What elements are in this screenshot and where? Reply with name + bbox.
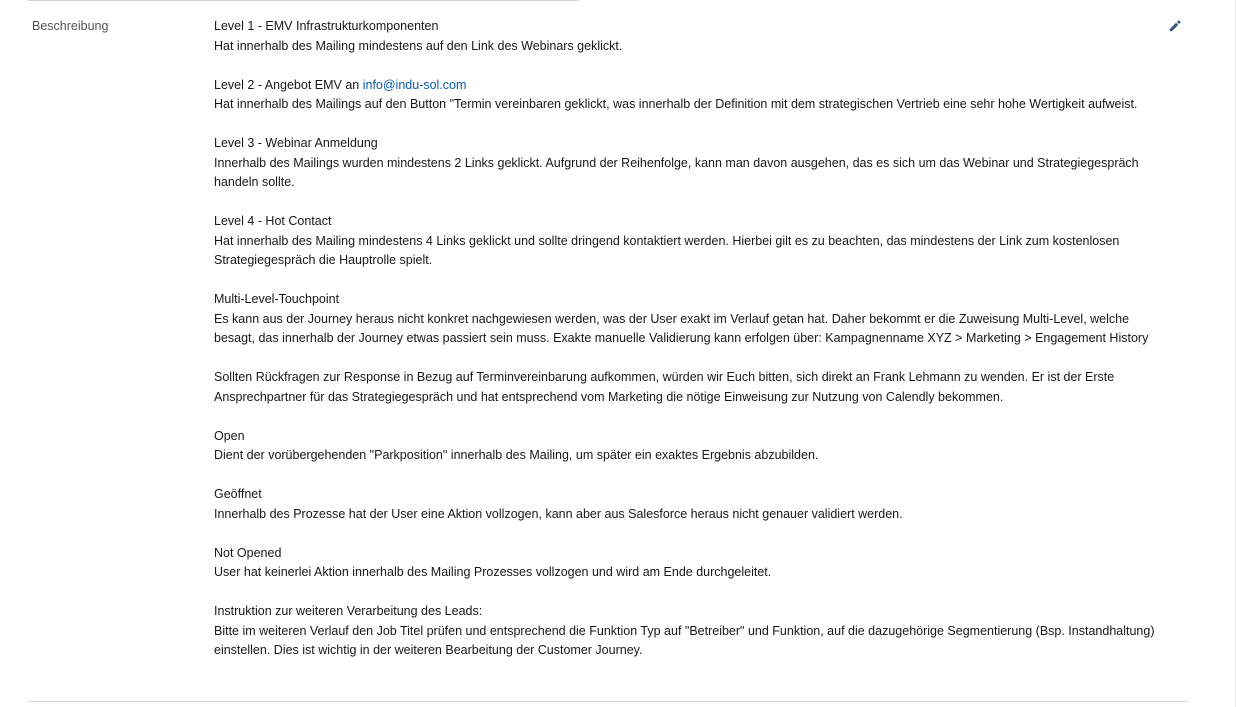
open-text: Dient der vorübergehenden "Parkposition" innerhalb des Mailing, um später ein exaktes Ergebnis abzubilden. xyxy=(214,448,819,462)
notopened-title: Not Opened xyxy=(214,545,282,560)
instruktion-title: Instruktion zur weiteren Verarbeitung des Leads: xyxy=(214,604,483,618)
level2-title-line xyxy=(214,76,1164,96)
level1-title: Level 1 - EMV Infrastrukturkomponenten xyxy=(214,19,439,33)
description-rueckfragen xyxy=(214,368,1164,407)
description-level3 xyxy=(214,134,1164,193)
notopened-text: User hat keinerlei Aktion innerhalb des Mailing Prozesses vollzogen und wird am Ende durchgeleitet. xyxy=(214,565,772,579)
level3-text: Innerhalb des Mailings wurden mindestens 2 Links geklickt. Aufgrund der Reihenfolge, kann man davon ausgehen, das es sich um das Webinar und Strategiegespräch handeln sollte. xyxy=(214,155,1139,189)
bottom-divider xyxy=(28,701,1188,702)
level4-text: Hat innerhalb des Mailing mindestens 4 Links geklickt und sollte dringend kontaktiert werden. Hierbei gilt es zu beachten, das mindestens der Link zum kostenlosen Strategiegespräch die Hauptrolle spielt. xyxy=(214,233,1120,267)
geoeffnet-text: Innerhalb des Prozesse hat der User eine Aktion vollzogen, kann aber aus Salesforce heraus nicht genauer validiert werden. xyxy=(214,506,903,521)
description-level4 xyxy=(214,212,1164,271)
level4-title: Level 4 - Hot Contact xyxy=(214,214,332,228)
description-value xyxy=(214,17,1164,661)
field-label-beschreibung: Beschreibung xyxy=(32,19,109,33)
level3-title: Level 3 - Webinar Anmeldung xyxy=(214,136,378,150)
multilevel-text: Es kann aus der Journey heraus nicht konkret nachgewiesen werden, was der User exakt im Verlauf getan hat. Daher bekommt er die Zuweisung Multi-Level, welche besagt, das innerhalb der Journey etwas passiert sein muss. Exakte manuelle Validierung kann erfolgen über: Kampagnenname XYZ > Marketing > Engagement History xyxy=(214,311,1149,345)
description-instruktion xyxy=(214,602,1164,661)
level2-title: Level 2 - Angebot EMV an xyxy=(214,77,363,92)
level1-text: Hat innerhalb des Mailing mindestens auf den Link des Webinars geklickt. xyxy=(214,38,623,53)
description-open xyxy=(214,427,1164,466)
description-multilevel xyxy=(214,290,1164,349)
description-geoeffnet xyxy=(214,485,1164,524)
multilevel-title: Multi-Level-Touchpoint xyxy=(214,292,340,306)
edit-button[interactable] xyxy=(1166,17,1184,35)
description-notopened xyxy=(214,544,1164,583)
level2-text: Hat innerhalb des Mailings auf den Button "Termin vereinbaren geklickt, was innerhalb der Definition mit dem strategischen Vertrieb eine sehr hohe Wertigkeit aufweist. xyxy=(214,97,1138,111)
description-level1 xyxy=(214,17,1164,56)
email-link[interactable]: info@indu-sol.com xyxy=(362,77,467,92)
rueckfragen-text: Sollten Rückfragen zur Response in Bezug auf Terminvereinbarung aufkommen, würden wir Euch bitten, sich direkt an Frank Lehmann zu wenden. Er ist der Erste Ansprechpartner für das Strategiegespräch und hat entsprechend vom Marketing die nötige Einweisung zur Nutzung von Calendly bekommen. xyxy=(214,370,1115,404)
pencil-icon xyxy=(1168,19,1182,33)
top-divider xyxy=(28,0,579,1)
instruktion-text: Bitte im weiteren Verlauf den Job Titel prüfen und entsprechend die Funktion Typ auf "Betreiber" und Funktion, auf die dazugehörige Segmentierung (Bsp. Instandhaltung) einstellen. Dies ist wichtig in der weiteren Bearbeitung der Customer Journey. xyxy=(214,623,1155,657)
description-level2 xyxy=(214,76,1164,115)
geoeffnet-title: Geöffnet xyxy=(214,487,262,501)
open-title: Open xyxy=(214,428,245,443)
